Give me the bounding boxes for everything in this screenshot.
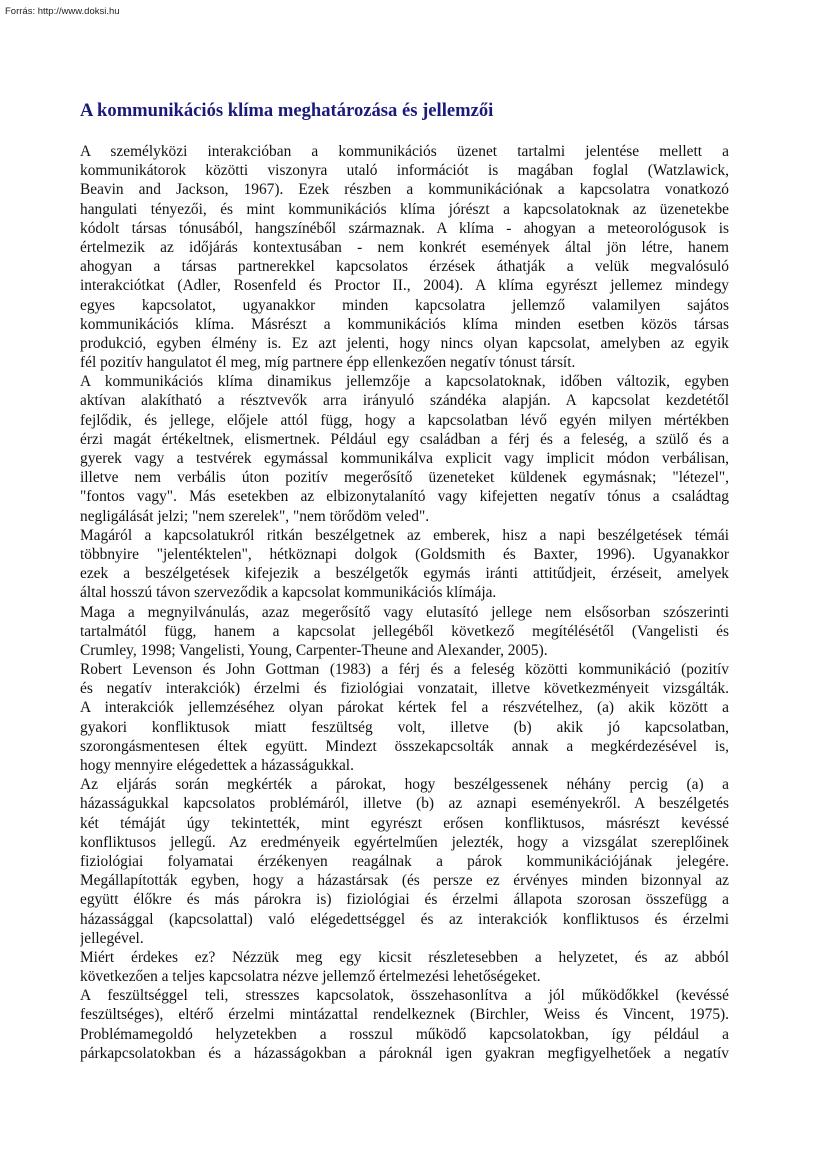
text-line: Beavin and Jackson, 1967). Ezek részben a kommunikációnak a kapcsolatra vonatkozó: [80, 181, 729, 199]
text-line: következően a teljes kapcsolatra nézve jellemző értelmezési lehetőségeket.: [80, 968, 541, 986]
text-line: A interakciók jellemzéséhez olyan párokat kértek fel a részvételhez, (a) akik között a: [80, 699, 729, 717]
text-line: A kommunikációs klíma dinamikus jellemzője a kapcsolatoknak, időben változik, egyben: [80, 373, 729, 391]
text-line: tartalmától függ, hanem a kapcsolat jellegéből következő megítélésétől (Vangelisti és: [80, 622, 729, 640]
text-line: Miért érdekes ez? Nézzük meg egy kicsit részletesebben a helyzetet, és az abból: [80, 948, 729, 966]
text-line: kommunikációs klíma. Másrészt a kommunikációs klíma minden esetben közös társas: [80, 315, 729, 333]
text-line: Megállapították egyben, hogy a házastársak (és persze ez érvényes minden bizonnyal az: [80, 872, 729, 890]
text-line: párkapcsolatokban és a házasságokban a pároknál igen gyakran megfigyelhetőek a negatív: [80, 1044, 729, 1062]
text-line: Az eljárás során megkérték a párokat, hogy beszélgessenek néhány percig (a) a: [80, 776, 729, 794]
text-line: Robert Levenson és John Gottman (1983) a férj és a feleség közötti kommunikáció (pozitív: [80, 661, 729, 679]
text-line: ahogyan a társas partnerekkel kapcsolatos érzések áthatják a velük megvalósuló: [80, 258, 729, 276]
text-line: kommunikátorok közötti viszonyra utaló információt is magában foglal (Watzlawick,: [80, 162, 729, 180]
text-line: együtt élőkre és más párokra is) fiziológiai és érzelmi állapota szorosan összefügg a: [80, 891, 729, 909]
text-line: Maga a megnyilvánulás, azaz megerősítő vagy elutasító jellege nem elsősorban szószerinti: [80, 603, 729, 621]
text-line: A feszültséggel teli, stresszes kapcsolatok, összehasonlítva a jól működőkkel (kevéssé: [80, 987, 729, 1005]
text-line: értelmezik az időjárás kontextusában - nem konkrét események által jön létre, hanem: [80, 238, 729, 256]
text-line: illetve nem verbális úton pozitív megerősítő üzeneteket küldenek egymásnak; "létezel",: [80, 469, 729, 487]
text-line: "fontos vagy". Más esetekben az elbizonytalanító vagy kifejetten negatív tónus a családtag: [80, 488, 729, 506]
text-line: házassággal (kapcsolattal) való elégedettséggel és az interakciók konfliktusos és érzelmi: [80, 910, 729, 928]
text-line: ezek a beszélgetések kifejezik a beszélgetők egymás iránti attitűdjeit, érzéseit, amelyek: [80, 565, 729, 583]
text-line: negligálását jelzi; "nem szerelek", "nem törődöm veled".: [80, 507, 430, 525]
text-line: aktívan alakítható a résztvevők arra irányuló szándéka alapján. A kapcsolat kezdetétől: [80, 392, 729, 410]
text-line: jellegével.: [80, 929, 144, 947]
text-line: többnyire "jelentéktelen", hétköznapi dolgok (Goldsmith és Baxter, 1996). Ugyanakkor: [80, 545, 729, 563]
text-line: két témáját úgy tekintették, mint egyrészt erősen konfliktusos, másrészt kevéssé: [80, 814, 729, 832]
text-line: gyakori konfliktusok miatt feszültség volt, illetve (b) akik jó kapcsolatban,: [80, 718, 729, 736]
text-line: feszültséges), eltérő érzelmi mintázattal rendelkeznek (Birchler, Weiss és Vincent, 1975).: [80, 1006, 729, 1024]
text-line: egyes kapcsolatot, ugyanakkor minden kapcsolatra jellemző valamilyen sajátos: [80, 296, 729, 314]
text-line: hangulati tényezői, és mint kommunikációs klíma jórészt a kapcsolatoknak az üzenetekbe: [80, 200, 729, 218]
page-title: A kommunikációs klíma meghatározása és jellemzői: [80, 100, 494, 121]
text-line: Magáról a kapcsolatukról ritkán beszélgetnek az emberek, hisz a napi beszélgetések témái: [80, 526, 729, 544]
document-body: [80, 142, 729, 1063]
text-line: és negatív interakciók) érzelmi és fiziológiai vonzatait, illetve következményeit vizsgálták.: [80, 680, 729, 698]
text-line: Crumley, 1998; Vangelisti, Young, Carpenter-Theune and Alexander, 2005).: [80, 641, 548, 659]
text-line: fejlődik, és jellege, előjele attól függ, hogy a kapcsolatban lévő egyén milyen mértékben: [80, 411, 729, 429]
text-line: érzi magát értékeltnek, elismertnek. Például egy családban a férj és a feleség, a szülő és a: [80, 430, 729, 448]
text-line: produkció, egyben élmény is. Ez azt jelenti, hogy nincs olyan kapcsolat, amelyben az egyik: [80, 334, 729, 352]
text-line: által hosszú távon szerveződik a kapcsolat kommunikációs klímája.: [80, 584, 497, 602]
text-line: Problémamegoldó helyzetekben a rosszul működő kapcsolatokban, így például a: [80, 1025, 729, 1043]
text-line: hogy mennyire elégedettek a házasságukkal.: [80, 757, 354, 774]
text-line: A személyközi interakcióban a kommunikációs üzenet tartalmi jelentése mellett a: [80, 143, 729, 160]
text-line: gyerek vagy a testvérek egymással kommunikálva explicit vagy implicit módon verbálisan,: [80, 450, 729, 467]
text-line: kódolt társas tónusából, hangszínéből származnak. A klíma - ahogyan a meteorológusok is: [80, 219, 729, 237]
source-label: Forrás: http://www.doksi.hu: [5, 6, 120, 17]
text-line: konfliktusos jellegű. Az eredményeik egyértelműen jelezték, hogy a vizsgálat szereplőinek: [80, 833, 729, 851]
text-line: házasságukkal kapcsolatos problémáról, illetve (b) az aznapi eseményekről. A beszélgetés: [80, 795, 729, 813]
text-line: fiziológiai folyamatai érzékenyen reagálnak a párok kommunikációjának jelegére.: [80, 852, 729, 870]
text-line: interakciótkat (Adler, Rosenfeld és Proctor II., 2004). A klíma egyrészt jellemez mindegy: [80, 277, 729, 295]
text-line: fél pozitív hangulatot él meg, míg partnere épp ellenkezően negatív tónust társít.: [80, 354, 576, 372]
text-line: szorongásmentesen éltek együtt. Mindezt összekapcsolták annak a megkérdezésével is,: [80, 737, 729, 755]
